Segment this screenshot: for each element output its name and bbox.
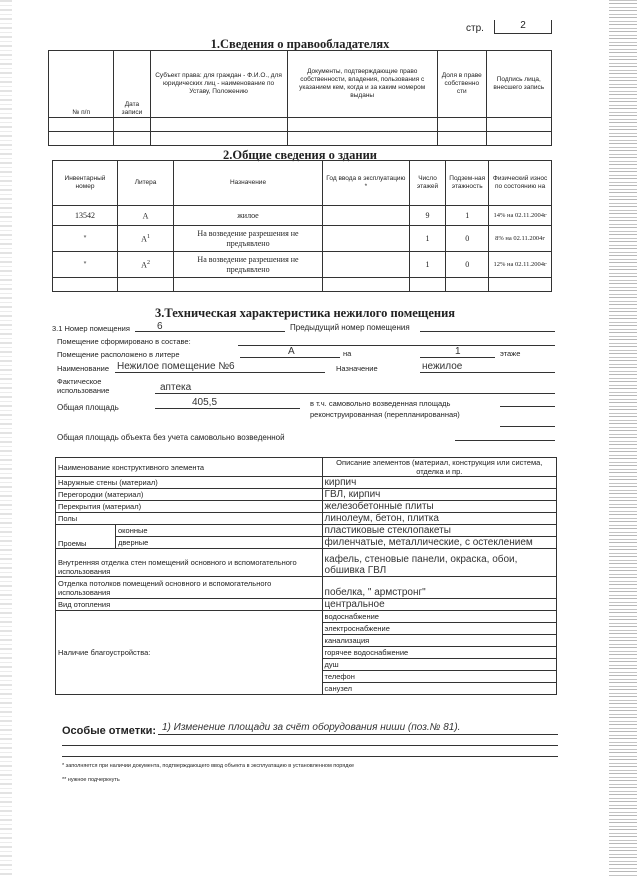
page-label: стр. bbox=[466, 23, 484, 34]
section3-title: 3.Техническая характеристика нежилого помещения bbox=[154, 306, 456, 320]
col-year: Год ввода в эксплуатацию * bbox=[322, 161, 409, 206]
elements-table bbox=[55, 457, 557, 695]
table-row: Наличие благоустройства: водоснабжение bbox=[56, 611, 557, 623]
table-row: Вид отопления центральное bbox=[56, 599, 557, 611]
table-row: " $А^2$ На возведение разрешения не предъявлено 1 0 12% на 02.11.2004г bbox=[53, 252, 552, 278]
col-underground: Подзем-ная этажность bbox=[446, 161, 489, 206]
room-number: 6 bbox=[157, 321, 163, 332]
table-row: горячее водоснабжение bbox=[56, 647, 557, 659]
table-row bbox=[53, 278, 552, 292]
table-row bbox=[49, 132, 552, 146]
table-row: Перегородки (материал) ГВЛ, кирпич bbox=[56, 489, 557, 501]
building-table bbox=[52, 160, 552, 292]
col-date: Дата записи bbox=[114, 51, 150, 118]
table-row: канализация bbox=[56, 635, 557, 647]
section1-title: 1.Сведения о правообладателях bbox=[210, 37, 390, 51]
recon-label: реконструированная (перепланированная) bbox=[310, 410, 460, 419]
area-excl-label: Общая площадь объекта без учета самовольно возведенной bbox=[57, 433, 285, 442]
table-row: дверные филенчатые, металлические, с остеклением bbox=[56, 537, 557, 549]
col-documents: Документы, подтверждающие право собственности, владения, пользования с указанием кем, когда и за каким номером выданы bbox=[287, 51, 437, 118]
col-purpose: Назначение bbox=[174, 161, 323, 206]
prev-number-label: Предыдущий номер помещения bbox=[290, 323, 410, 332]
table-row: Полы линолеум, бетон, плитка bbox=[56, 513, 557, 525]
located-label: Помещение расположено в литере bbox=[57, 350, 180, 359]
table-row: " $А^1$ На возведение разрешения не предъявлено 1 0 8% на 02.11.2004г bbox=[53, 226, 552, 252]
table-row: Проемы оконные пластиковые стеклопакеты bbox=[56, 525, 557, 537]
col-floors: Число этажей bbox=[409, 161, 445, 206]
col-inventory: Инвентарный номер bbox=[53, 161, 118, 206]
col-share: Доля в праве собственно сти bbox=[437, 51, 486, 118]
col-num: № п/п bbox=[49, 51, 114, 118]
table-row: санузел bbox=[56, 683, 557, 695]
actual-use-value: аптека bbox=[160, 382, 192, 393]
scan-edge-right bbox=[609, 0, 637, 876]
area-value: 405,5 bbox=[192, 397, 218, 408]
floor-label: этаже bbox=[500, 349, 521, 358]
notes-label: Особые отметки: bbox=[62, 725, 157, 737]
footnote-1: * заполняется при наличии документа, подтверждающего ввод объекта в эксплуатацию в установленном порядке bbox=[62, 763, 355, 769]
footnote-2: ** нужное подчеркнуть bbox=[62, 777, 120, 783]
on-label: на bbox=[343, 349, 352, 358]
room-number-label: 3.1 Номер помещения bbox=[52, 324, 130, 333]
scan-edge-left bbox=[0, 0, 12, 876]
col-element: Наименование конструктивного элемента bbox=[56, 458, 323, 477]
notes-value: 1) Изменение площади за счёт оборудования ниши (поз.№ 81). bbox=[162, 722, 461, 733]
table-row: душ bbox=[56, 659, 557, 671]
name-label: Наименование bbox=[57, 364, 109, 373]
name-value: Нежилое помещение №6 bbox=[117, 361, 235, 372]
litera-value: А bbox=[288, 346, 295, 357]
page-number-box bbox=[494, 20, 552, 34]
table-row: Отделка потолков помещений основного и вспомогательного использования побелка, " армстронг" bbox=[56, 577, 557, 599]
col-wear: Физический износ по состоянию на bbox=[489, 161, 552, 206]
incl-label: в т.ч. самовольно возведенная площадь bbox=[310, 399, 451, 408]
col-litera: Литера bbox=[117, 161, 173, 206]
actual-use-label: Фактическое использование bbox=[57, 377, 110, 395]
section2-title: 2.Общие сведения о здании bbox=[223, 148, 377, 162]
purpose-value: нежилое bbox=[422, 361, 463, 372]
purpose-label: Назначение bbox=[336, 364, 378, 373]
table-row: Внутренняя отделка стен помещений основного и вспомогательного использования кафель, стеновые панели, окраска, обои, обшивка ГВЛ bbox=[56, 549, 557, 577]
table-row: Наружные стены (материал) кирпич bbox=[56, 477, 557, 489]
page-number: 2 bbox=[520, 20, 526, 31]
col-subject: Субъект права: для граждан - Ф.И.О., для юридических лиц - наименование по Уставу, Положению bbox=[150, 51, 287, 118]
table-row: Перекрытия (материал) железобетонные плиты bbox=[56, 501, 557, 513]
table-row: электроснабжение bbox=[56, 623, 557, 635]
col-description: Описание элементов (материал, конструкция или система, отделка и пр. bbox=[322, 458, 556, 477]
owners-table bbox=[48, 50, 552, 146]
formed-label: Помещение сформировано в составе: bbox=[57, 337, 191, 346]
floor-value: 1 bbox=[455, 346, 461, 357]
table-row bbox=[49, 118, 552, 132]
col-signature: Подпись лица, внесшего запись bbox=[486, 51, 551, 118]
table-row: 13542 А жилое 9 1 14% на 02.11.2004г bbox=[53, 206, 552, 226]
table-row: телефон bbox=[56, 671, 557, 683]
area-label: Общая площадь bbox=[57, 403, 119, 412]
